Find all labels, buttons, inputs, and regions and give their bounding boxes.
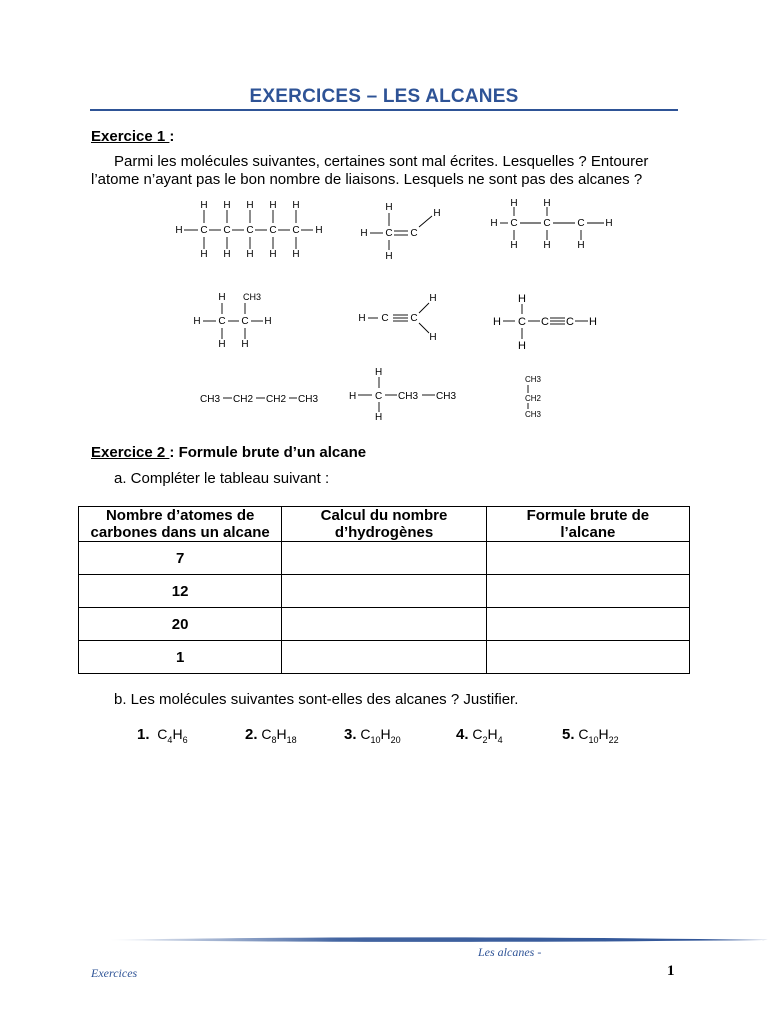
formula-element: H	[487, 726, 498, 742]
header-line: Calcul du nombre	[320, 507, 448, 524]
header-line: d’hydrogènes	[334, 524, 434, 541]
m3-atom-h: H	[543, 240, 551, 251]
formula-item-5	[562, 726, 619, 745]
m5-atom-c: C	[381, 313, 389, 324]
m4-atom-h: H	[264, 316, 272, 327]
formula-item-1	[137, 726, 188, 745]
formula-item-2	[245, 726, 297, 745]
formula-subscript: 4	[167, 734, 173, 745]
formula-subscript: 6	[182, 734, 188, 745]
m4-group-ch3: CH3	[242, 292, 262, 302]
m7-group-ch3: CH3	[200, 394, 221, 405]
m3-atom-c: C	[577, 218, 585, 229]
formula-element: H	[598, 726, 609, 742]
m1-atom-h: H	[223, 200, 231, 211]
formula-subscript: 20	[390, 734, 401, 745]
molecule-drawings	[0, 0, 768, 440]
carbon-count-cell: 12	[79, 575, 282, 608]
table-header-hydrogen-calc	[282, 507, 486, 542]
formula-number: 3.	[344, 726, 357, 743]
m2-atom-h: H	[360, 228, 368, 239]
formula-cell[interactable]	[486, 575, 689, 608]
m2-atom-c: C	[410, 228, 418, 239]
table-header-carbon-count	[79, 507, 282, 542]
m6-atom-c: C	[566, 316, 574, 328]
table-header-row	[79, 507, 690, 542]
m1-atom-c: C	[269, 225, 277, 236]
m9-group-ch3: CH3	[525, 410, 542, 419]
formula-subscript: 22	[608, 734, 619, 745]
m2-atom-h: H	[385, 202, 393, 213]
m1-atom-h: H	[315, 225, 323, 236]
m9-group-ch2: CH2	[525, 394, 542, 403]
exercise-1-line-2: l’atome n’ayant pas le bon nombre de liaisons. Lesquels ne sont pas des alcanes ?	[91, 171, 643, 188]
formula-element: H	[276, 726, 287, 742]
m1-atom-h: H	[269, 249, 277, 260]
formula-cell[interactable]	[486, 608, 689, 641]
carbon-count-cell: 20	[79, 608, 282, 641]
m1-atom-h: H	[246, 200, 254, 211]
table-row	[79, 608, 690, 641]
m4-atom-h: H	[193, 316, 201, 327]
hydrogen-calc-cell[interactable]	[282, 575, 486, 608]
formula-item-3	[344, 726, 401, 745]
m3-atom-h: H	[543, 198, 551, 209]
table-header-formula	[486, 507, 689, 542]
exercise-1-line-1: Parmi les molécules suivantes, certaines sont mal écrites. Lesquelles ? Entourer	[114, 153, 649, 170]
formula-number: 5.	[562, 726, 575, 743]
m3-atom-h: H	[510, 198, 518, 209]
m6-atom-h: H	[518, 293, 526, 305]
formula-number: 2.	[245, 726, 258, 743]
m5-atom-h: H	[358, 313, 366, 324]
table-row	[79, 641, 690, 674]
m6-atom-h: H	[518, 340, 526, 352]
m1-atom-h: H	[269, 200, 277, 211]
formula-element: H	[380, 726, 391, 742]
exercise-2-label: Exercice 2	[91, 444, 170, 461]
formula-element: C	[157, 726, 168, 742]
header-line: l’alcane	[560, 524, 616, 541]
m4-atom-c: C	[218, 316, 226, 327]
m7-group-ch3: CH3	[298, 394, 319, 405]
m1-atom-c: C	[246, 225, 254, 236]
exercise-1-label: Exercice 1	[91, 128, 170, 145]
hydrogen-calc-cell[interactable]	[282, 542, 486, 575]
exercise-1-colon: :	[169, 128, 175, 145]
formula-subscript: 2	[482, 734, 488, 745]
m6-atom-c: C	[541, 316, 549, 328]
hydrogen-calc-cell[interactable]	[282, 641, 486, 674]
carbon-count-cell: 1	[79, 641, 282, 674]
formula-number: 1.	[137, 726, 150, 743]
m1-atom-c: C	[223, 225, 231, 236]
table-row	[79, 542, 690, 575]
footer-section: Exercices	[91, 966, 138, 980]
m4-atom-h: H	[241, 339, 249, 350]
m2-atom-c: C	[385, 228, 393, 239]
m6-atom-h: H	[493, 316, 501, 328]
formula-cell[interactable]	[486, 641, 689, 674]
header-line: Nombre d’atomes de	[105, 507, 255, 524]
formula-element: C	[472, 726, 483, 742]
m1-atom-h: H	[292, 200, 300, 211]
exercise-2-item-a: a. Compléter le tableau suivant :	[114, 470, 330, 487]
m8-atom-h: H	[349, 391, 357, 402]
formula-subscript: 8	[271, 734, 277, 745]
formula-cell[interactable]	[486, 542, 689, 575]
formula-element: C	[360, 726, 371, 742]
header-line: carbones dans un alcane	[90, 524, 270, 541]
m1-atom-h: H	[200, 200, 208, 211]
m8-group-ch3: CH3	[436, 391, 457, 402]
m5-atom-h: H	[429, 293, 437, 304]
m4-atom-h: H	[218, 292, 226, 303]
m3-atom-h: H	[577, 240, 585, 251]
formula-element: H	[172, 726, 183, 742]
m9-group-ch3: CH3	[525, 375, 542, 384]
formula-subscript: 10	[370, 734, 381, 745]
formula-number: 4.	[456, 726, 469, 743]
m5-atom-h: H	[429, 332, 437, 343]
exercise-2-heading	[91, 444, 366, 461]
m1-atom-h: H	[200, 249, 208, 260]
m6-atom-c: C	[518, 316, 526, 328]
m3-atom-c: C	[510, 218, 518, 229]
m4-atom-c: C	[241, 316, 249, 327]
m8-group-ch3: CH3	[398, 391, 419, 402]
footer-chapter: Les alcanes -	[478, 945, 542, 959]
m3-atom-h: H	[605, 218, 613, 229]
m1-atom-h: H	[175, 225, 183, 236]
exercise-2-item-b: b. Les molécules suivantes sont-elles des alcanes ? Justifier.	[114, 691, 519, 708]
exercise-2-title: : Formule brute d’un alcane	[169, 444, 367, 461]
m7-group-ch2: CH2	[233, 394, 254, 405]
m4-atom-h: H	[218, 339, 226, 350]
page-title: EXERCICES – LES ALCANES	[249, 86, 519, 107]
formula-element: C	[578, 726, 589, 742]
header-line: Formule brute de	[526, 507, 650, 524]
m3-atom-h: H	[510, 240, 518, 251]
m2-atom-h: H	[385, 251, 393, 262]
m3-atom-h: H	[490, 218, 498, 229]
m8-atom-c: C	[375, 391, 383, 402]
formula-subscript: 18	[286, 734, 297, 745]
carbon-count-cell: 7	[79, 542, 282, 575]
formula-item-4	[456, 726, 503, 745]
table-row	[79, 575, 690, 608]
m1-atom-c: C	[200, 225, 208, 236]
m1-atom-c: C	[292, 225, 300, 236]
m1-atom-h: H	[223, 249, 231, 260]
m8-atom-h: H	[375, 412, 383, 423]
m7-group-ch2: CH2	[266, 394, 287, 405]
hydrogen-calc-cell[interactable]	[282, 608, 486, 641]
formula-subscript: 10	[588, 734, 599, 745]
m3-atom-c: C	[543, 218, 551, 229]
m6-atom-h: H	[589, 316, 597, 328]
m8-atom-h: H	[375, 367, 383, 378]
footer-rule	[110, 934, 768, 946]
formula-element: C	[261, 726, 272, 742]
alkane-table	[78, 506, 690, 674]
m5-atom-c: C	[410, 313, 418, 324]
formula-subscript: 4	[497, 734, 503, 745]
page-number: 1	[667, 963, 675, 979]
m1-atom-h: H	[246, 249, 254, 260]
m2-atom-h: H	[433, 208, 441, 219]
m1-atom-h: H	[292, 249, 300, 260]
